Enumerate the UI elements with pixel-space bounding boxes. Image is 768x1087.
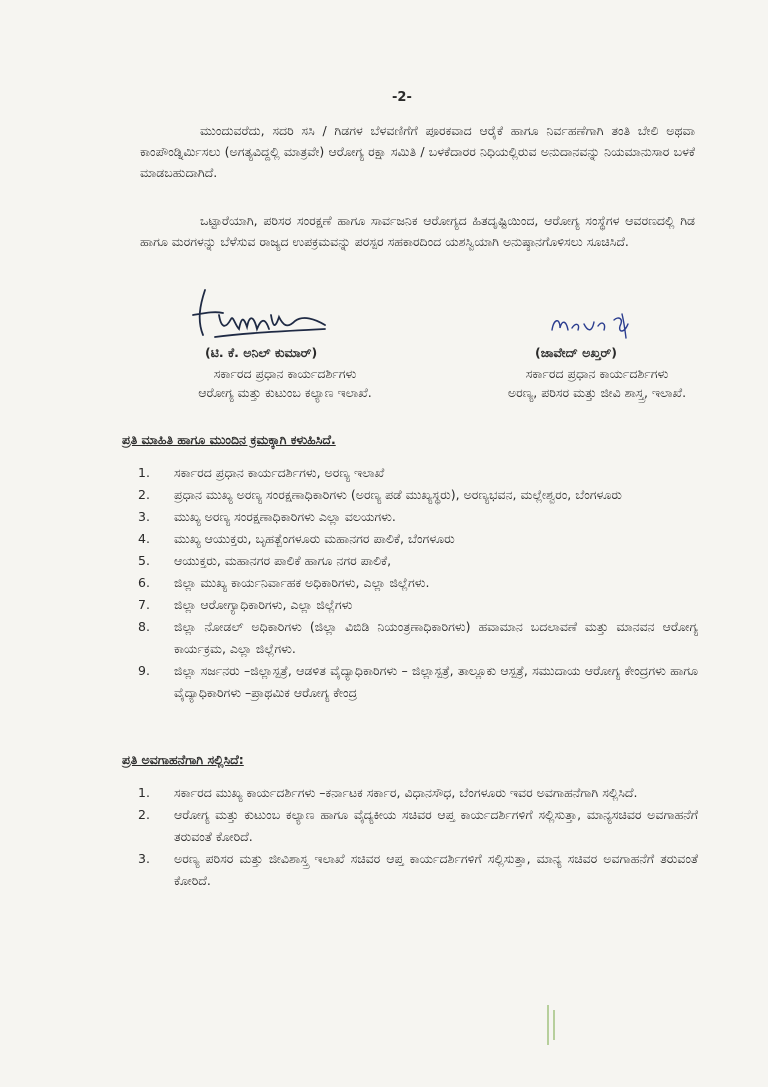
list-item: 6. ಜಿಲ್ಲಾ ಮುಖ್ಯ ಕಾರ್ಯನಿರ್ವಾಹಕ ಅಧಿಕಾರಿಗಳು, ಎಲ್ಲಾ ಜಿಲ್ಲೆಗಳು. bbox=[138, 575, 430, 590]
signatory-left-designation-1: ಸರ್ಕಾರದ ಪ್ರಧಾನ ಕಾರ್ಯದರ್ಶಿಗಳು bbox=[213, 366, 357, 381]
list-item: 2. ಆರೋಗ್ಯ ಮತ್ತು ಕುಟುಂಬ ಕಲ್ಯಾಣ ಹಾಗೂ ವೈದ್ಯಕೀಯ ಸಚಿವರ ಆಪ್ತ ಕಾರ್ಯದರ್ಶಿಗಳಿಗೆ ಸಲ್ಲಿಸುತ್ತಾ, ಮಾನ್ಯಸಚಿವರ ಅವಗಾಹನೆಗೆ ತರುವಂತೆ ಕೋರಿದೆ. bbox=[138, 807, 698, 844]
list-item: 7. ಜಿಲ್ಲಾ ಆರೋಗ್ಯಾಧಿಕಾರಿಗಳು, ಎಲ್ಲಾ ಜಿಲ್ಲೆಗಳು bbox=[138, 597, 353, 612]
page-number: -2- bbox=[392, 90, 412, 105]
paragraph-2-text: ಒಟ್ಟಾರೆಯಾಗಿ, ಪರಿಸರ ಸಂರಕ್ಷಣೆ ಹಾಗೂ ಸಾರ್ವಜನಿಕ ಆರೋಗ್ಯದ ಹಿತದೃಷ್ಟಿಯಿಂದ, ಆರೋಗ್ಯ ಸಂಸ್ಥೆಗಳ ಆವರಣದಲ್ಲಿ ಗಿಡ ಹಾಗೂ ಮರಗಳನ್ನು ಬೆಳೆಸುವ ರಾಜ್ಯದ ಉಪಕ್ರಮವನ್ನು ಪರಸ್ಪರ ಸಹಕಾರದಿಂದ ಯಶಸ್ವಿಯಾಗಿ ಅನುಷ್ಠಾನಗೊಳಿಸಲು ಸೂಚಿಸಿದೆ. bbox=[140, 213, 695, 249]
paragraph-1 bbox=[140, 120, 695, 183]
signatory-right-designation bbox=[462, 364, 732, 402]
list-item: 1. ಸರ್ಕಾರದ ಪ್ರಧಾನ ಕಾರ್ಯದರ್ಶಿಗಳು, ಅರಣ್ಯ ಇಲಾಖೆ bbox=[138, 465, 385, 480]
list-item: 8. ಜಿಲ್ಲಾ ನೋಡಲ್ ಅಧಿಕಾರಿಗಳು (ಜಿಲ್ಲಾ ವಿಬಿಡಿ ನಿಯಂತ್ರಣಾಧಿಕಾರಿಗಳು) ಹವಾಮಾನ ಬದಲಾವಣೆ ಮತ್ತು ಮಾನವನ ಆರೋಗ್ಯ ಕಾರ್ಯಕ್ರಮ, ಎಲ್ಲಾ ಜಿಲ್ಲೆಗಳು. bbox=[138, 619, 698, 656]
copy-info-heading: ಪ್ರತಿ ಮಾಹಿತಿ ಹಾಗೂ ಮುಂದಿನ ಕ್ರಮಕ್ಕಾಗಿ ಕಳುಹಿಸಿದೆ. bbox=[122, 432, 336, 447]
signatory-right-designation-1: ಸರ್ಕಾರದ ಪ್ರಧಾನ ಕಾರ್ಯದರ್ಶಿಗಳು bbox=[525, 366, 669, 381]
copy-perusal-heading: ಪ್ರತಿ ಅವಗಾಹನೆಗಾಗಿ ಸಲ್ಲಿಸಿದೆ: bbox=[122, 752, 244, 767]
signatory-right-designation-2: ಅರಣ್ಯ, ಪರಿಸರ ಮತ್ತು ಜೀವಿ ಶಾಸ್ತ್ರ, ಇಲಾಖೆ. bbox=[507, 385, 687, 400]
copy-info-list bbox=[138, 462, 698, 704]
scan-mark bbox=[553, 1010, 555, 1040]
paragraph-1-text: ಮುಂದುವರೆದು, ಸದರಿ ಸಸಿ / ಗಿಡಗಳ ಬೆಳವಣಿಗೆಗೆ ಪೂರಕವಾದ ಆರೈಕೆ ಹಾಗೂ ನಿರ್ವಹಣೆಗಾಗಿ ತಂತಿ ಬೇಲಿ ಅಥವಾ ಕಾಂಪೌಂಡ್ನಿರ್ಮಿಸಲು (ಅಗತ್ಯವಿದ್ದಲ್ಲಿ ಮಾತ್ರವೇ) ಆರೋಗ್ಯ ರಕ್ಷಾ ಸಮಿತಿ / ಬಳಕೆದಾರರ ನಿಧಿಯಲ್ಲಿರುವ ಅನುದಾನವನ್ನು ನಿಯಮಾನುಸಾರ ಬಳಕೆ ಮಾಡಬಹುದಾಗಿದೆ. bbox=[140, 123, 695, 180]
list-item: 9. ಜಿಲ್ಲಾ ಸರ್ಜನರು –ಜಿಲ್ಲಾಸ್ಪತ್ರೆ, ಆಡಳಿತ ವೈದ್ಯಾಧಿಕಾರಿಗಳು – ಜಿಲ್ಲಾಸ್ಪತ್ರೆ, ತಾಲ್ಲೂಕು ಆಸ್ಪತ್ರೆ, ಸಮುದಾಯ ಆರೋಗ್ಯ ಕೇಂದ್ರಗಳು ಹಾಗೂ ವೈದ್ಯಾಧಿಕಾರಿಗಳು –ಪ್ರಾಥಮಿಕ ಆರೋಗ್ಯ ಕೇಂದ್ರ bbox=[138, 663, 698, 700]
signature-left bbox=[175, 285, 335, 345]
scan-mark bbox=[547, 1005, 549, 1045]
signature-right bbox=[548, 312, 638, 342]
list-item: 3. ಮುಖ್ಯ ಅರಣ್ಯ ಸಂರಕ್ಷಣಾಧಿಕಾರಿಗಳು ಎಲ್ಲಾ ವಲಯಗಳು. bbox=[138, 509, 396, 524]
paragraph-2 bbox=[140, 210, 695, 252]
signatory-left-designation-2: ಆರೋಗ್ಯ ಮತ್ತು ಕುಟುಂಬ ಕಲ್ಯಾಣ ಇಲಾಖೆ. bbox=[198, 385, 372, 400]
copy-perusal-list bbox=[138, 782, 698, 892]
signatory-left-designation bbox=[165, 364, 405, 402]
list-item: 2. ಪ್ರಧಾನ ಮುಖ್ಯ ಅರಣ್ಯ ಸಂರಕ್ಷಣಾಧಿಕಾರಿಗಳು (ಅರಣ್ಯ ಪಡೆ ಮುಖ್ಯಸ್ಥರು), ಅರಣ್ಯಭವನ, ಮಲ್ಲೇಶ್ವರಂ, ಬೆಂಗಳೂರು bbox=[138, 487, 622, 502]
list-item: 3. ಅರಣ್ಯ ಪರಿಸರ ಮತ್ತು ಜೀವಿಶಾಸ್ತ್ರ ಇಲಾಖೆ ಸಚಿವರ ಆಪ್ತ ಕಾರ್ಯದರ್ಶಿಗಳಿಗೆ ಸಲ್ಲಿಸುತ್ತಾ, ಮಾನ್ಯ ಸಚಿವರ ಅವಗಾಹನೆಗೆ ತರುವಂತೆ ಕೋರಿದೆ. bbox=[138, 851, 698, 888]
signatory-left-name: (ಟಿ. ಕೆ. ಅನಿಲ್ ಕುಮಾರ್) bbox=[205, 345, 318, 360]
signatory-right-name: (ಜಾವೇದ್ ಅಖ್ತರ್) bbox=[535, 345, 617, 360]
list-item: 4. ಮುಖ್ಯ ಆಯುಕ್ತರು, ಬೃಹತ್ಬೆಂಗಳೂರು ಮಹಾನಗರ ಪಾಲಿಕೆ, ಬೆಂಗಳೂರು bbox=[138, 531, 455, 546]
list-item: 5. ಆಯುಕ್ತರು, ಮಹಾನಗರ ಪಾಲಿಕೆ ಹಾಗೂ ನಗರ ಪಾಲಿಕೆ, bbox=[138, 553, 392, 568]
list-item: 1. ಸರ್ಕಾರದ ಮುಖ್ಯ ಕಾರ್ಯದರ್ಶಿಗಳು –ಕರ್ನಾಟಕ ಸರ್ಕಾರ, ವಿಧಾನಸೌಧ, ಬೆಂಗಳೂರು ಇವರ ಅವಗಾಹನೆಗಾಗಿ ಸಲ್ಲಿಸಿದೆ. bbox=[138, 785, 638, 800]
